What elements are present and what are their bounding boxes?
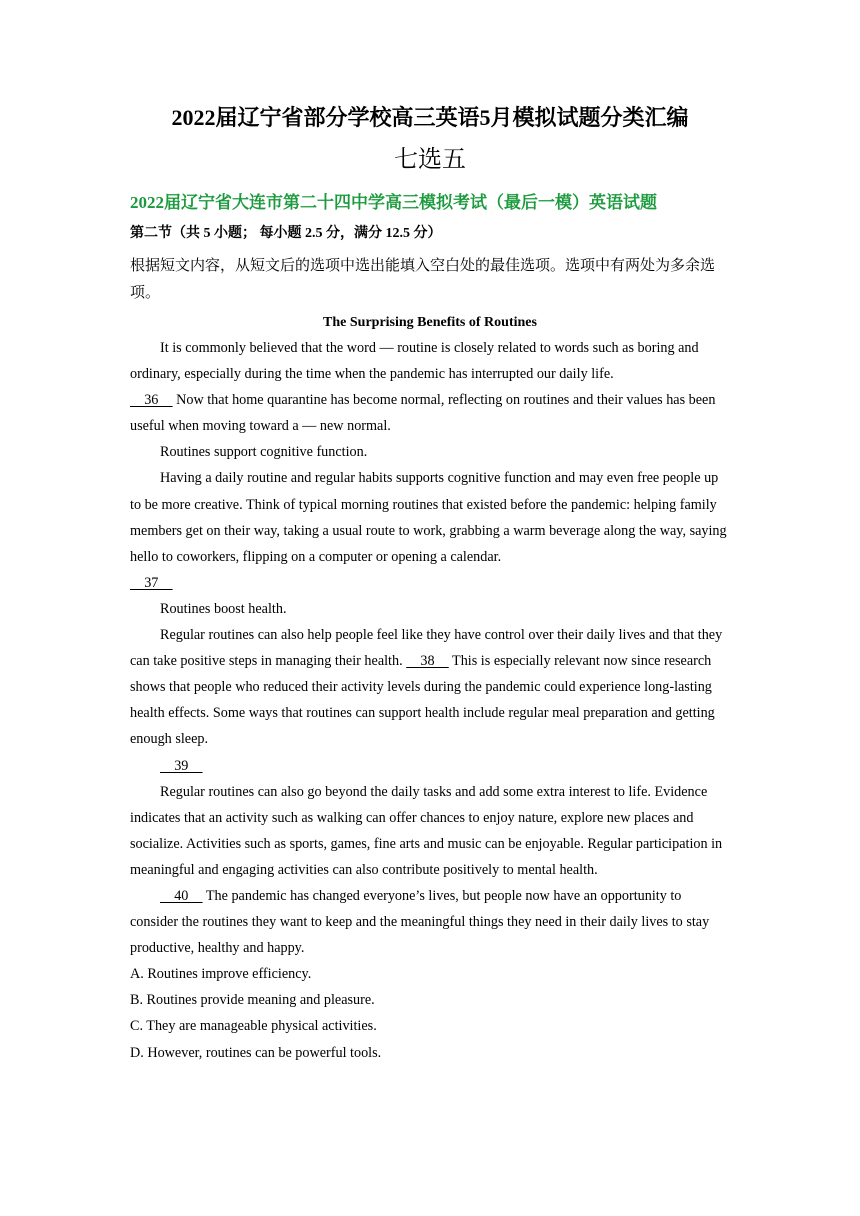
option-c: C. They are manageable physical activities. (130, 1018, 377, 1035)
section-instruction: 根据短文内容，从短文后的选项中选出能填入空白处的最佳选项。选项中有两处为多余选项。 (130, 258, 716, 301)
blank-38: 38 (406, 653, 449, 670)
options-list (130, 961, 732, 1065)
paragraph-2-text: Now that home quarantine has become normal, reflecting on routines and their values has been useful when moving toward a — new normal. (130, 392, 716, 435)
paragraph-2 (130, 387, 732, 439)
paragraph-5: Regular routines can also go beyond the daily tasks and add some extra interest to life. Evidence indicates that an activity such as walking can offer chances to enjoy nature, explore new places and socialize. Activities such as sports, games, fine arts and music can be enjoyable. Regular participation in meaningful and engaging activities can also contribute positively to mental health. (130, 783, 723, 878)
option-b: B. Routines provide meaning and pleasure. (130, 992, 375, 1009)
exam-source: 2022届辽宁省大连市第二十四中学高三模拟考试（最后一模）英语试题 (130, 193, 657, 212)
passage-body (130, 335, 732, 1066)
paragraph-4 (130, 622, 732, 752)
section-heading: 第二节（共 5 小题； 每小题 2.5 分，满分 12.5 分） (130, 226, 442, 241)
paragraph-6-text: The pandemic has changed everyone’s lives, but people now have an opportunity to consider the routines they want to keep and the meaningful things they need in their daily lives to stay productive, healthy and happy. (130, 887, 710, 957)
document-title: 2022届辽宁省部分学校高三英语5月模拟试题分类汇编 (171, 105, 689, 130)
document-subtitle: 七选五 (394, 147, 466, 173)
subheading-health: Routines boost health. (160, 600, 287, 617)
option-d: D. However, routines can be powerful tools. (130, 1044, 382, 1061)
blank-39: 39 (160, 757, 203, 774)
paragraph-blank-39 (130, 753, 732, 779)
paragraph-3: Having a daily routine and regular habits supports cognitive function and may even free people up to be more creative. Think of typical morning routines that existed before the pandemic: helping family members get on their way, taking a usual route to work, grabbing a warm beverage along the way, saying hello to coworkers, flipping on a computer or opening a calendar. (130, 470, 727, 565)
blank-40: 40 (160, 887, 203, 904)
passage-title: The Surprising Benefits of Routines (323, 315, 537, 330)
paragraph-1: It is commonly believed that the word — routine is closely related to words such as boring and ordinary, especially during the time when the pandemic has interrupted our daily life. (130, 340, 699, 383)
paragraph-4-text-a: Regular routines can also help people feel like they have control over their daily lives and that they can take positive steps in managing their health. (130, 627, 723, 670)
paragraph-blank-37 (130, 570, 732, 596)
blank-37: 37 (130, 574, 173, 591)
paragraph-4-text-b: This is especially relevant now since research shows that people who reduced their activity levels during the pandemic could experience long-lasting health effects. Some ways that routines can support health include regular meal preparation and getting enough sleep. (130, 653, 715, 748)
paragraph-6 (130, 883, 732, 961)
option-a: A. Routines improve efficiency. (130, 966, 312, 983)
blank-36: 36 (130, 392, 173, 409)
subheading-cognitive: Routines support cognitive function. (160, 444, 368, 461)
